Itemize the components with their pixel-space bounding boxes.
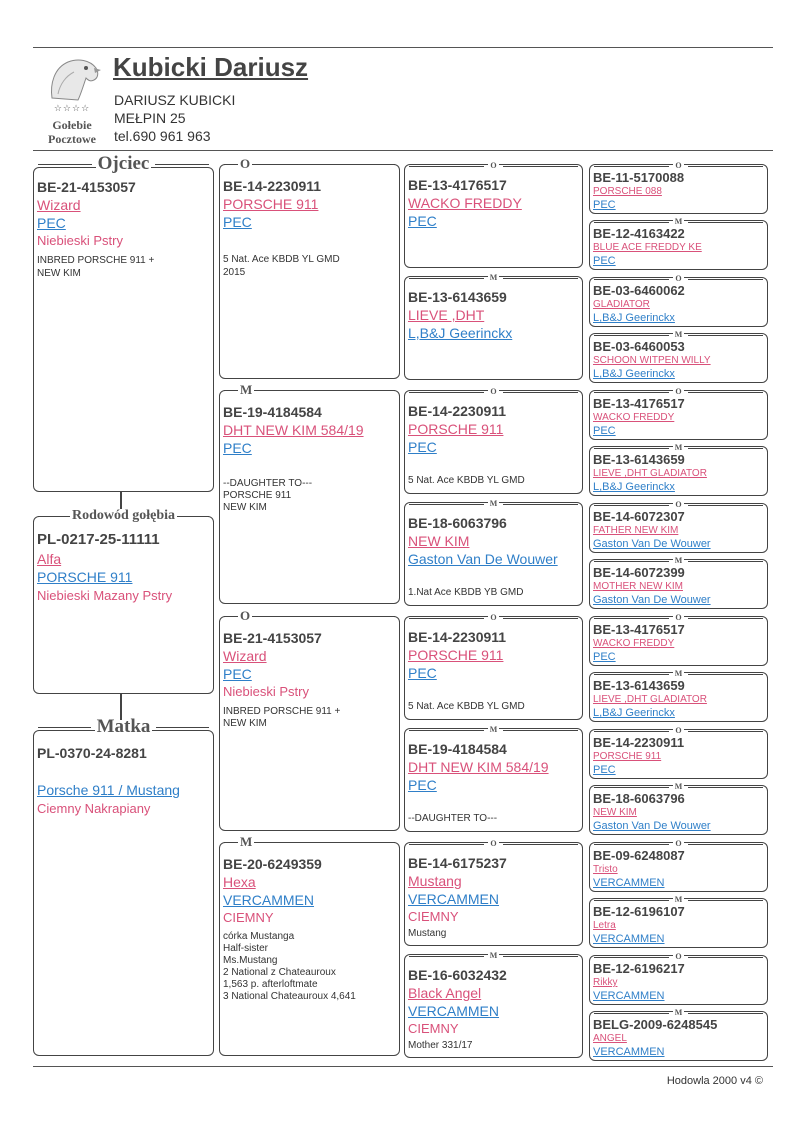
g4-card <box>589 895 768 948</box>
g3-card <box>404 839 583 946</box>
g4-ring: BE-14-2230911 <box>593 735 685 750</box>
bottom-rule <box>33 1066 773 1067</box>
g3-name: PORSCHE 911 <box>408 421 504 437</box>
g2-mm-note: córka Mustanga <box>223 931 295 942</box>
pigeon-card <box>33 508 214 694</box>
sire-dam-card <box>219 382 400 604</box>
owner-name: Kubicki Dariusz <box>113 52 309 82</box>
g3-name: PORSCHE 911 <box>408 647 504 663</box>
g3-header: M <box>405 271 582 285</box>
g2-mf-note: NEW KIM <box>223 718 267 729</box>
g4-header: O <box>590 611 767 625</box>
g4-owner: L,B&J Geerinckx <box>593 707 675 719</box>
g4-ring: BELG-2009-6248545 <box>593 1017 718 1032</box>
g2-mm-note: Ms.Mustang <box>223 955 278 966</box>
g4-name: BLUE ACE FREDDY KE <box>593 242 702 253</box>
father-owner: PEC <box>37 215 66 231</box>
g3-note: Mustang <box>408 928 447 939</box>
g3-name: LIEVE ,DHT <box>408 307 485 323</box>
g4-owner: VERCAMMEN <box>593 990 665 1002</box>
g4-header: M <box>590 441 767 455</box>
g4-name: ANGEL <box>593 1033 627 1044</box>
g2-ff-ring: BE-14-2230911 <box>223 178 322 194</box>
g2-fm-note: NEW KIM <box>223 502 267 513</box>
g4-card <box>589 387 768 440</box>
g4-name: Rikky <box>593 977 618 988</box>
g4-card <box>589 952 768 1005</box>
mother-owner: Porsche 911 / Mustang <box>37 782 180 798</box>
g3-color: CIEMNY <box>408 909 459 924</box>
g4-ring: BE-03-6460062 <box>593 283 685 298</box>
g2-mf-note: INBRED PORSCHE 911 + <box>223 706 341 717</box>
g4-owner: Gaston Van De Wouwer <box>593 538 711 550</box>
g3-name: Black Angel <box>408 985 482 1001</box>
g3-owner: PEC <box>408 777 437 793</box>
owner-line-2: MEŁPIN 25 <box>114 110 186 126</box>
g4-card <box>589 726 768 779</box>
g3-owner: PEC <box>408 665 437 681</box>
g3-ring: BE-19-4184584 <box>408 741 507 757</box>
g4-owner: PEC <box>593 425 616 437</box>
sire-dam-header: M <box>220 383 399 397</box>
g3-ring: BE-14-2230911 <box>408 629 507 645</box>
g4-name: SCHOON WITPEN WILLY <box>593 355 711 366</box>
g4-owner: Gaston Van De Wouwer <box>593 820 711 832</box>
g4-name: NEW KIM <box>593 807 637 818</box>
father-header: Ojciec <box>34 157 213 171</box>
dam-dam-card <box>219 834 400 1056</box>
owner-phone: tel.690 961 963 <box>114 128 211 144</box>
g3-note: Mother 331/17 <box>408 1040 473 1051</box>
g4-header: M <box>590 215 767 229</box>
g3-header: O <box>405 837 582 851</box>
g3-header: O <box>405 159 582 173</box>
g3-card <box>404 387 583 494</box>
g3-ring: BE-18-6063796 <box>408 515 507 531</box>
g4-name: PORSCHE 911 <box>593 751 662 762</box>
g3-card <box>404 499 583 606</box>
g4-owner: VERCAMMEN <box>593 1046 665 1058</box>
g4-header: M <box>590 328 767 342</box>
g3-owner: VERCAMMEN <box>408 1003 500 1019</box>
g4-header: M <box>590 780 767 794</box>
g3-ring: BE-13-4176517 <box>408 177 507 193</box>
g3-owner: VERCAMMEN <box>408 891 500 907</box>
header-rule <box>33 150 773 151</box>
g4-card <box>589 669 768 722</box>
g4-owner: PEC <box>593 764 616 776</box>
g4-name: MOTHER NEW KIM <box>593 581 683 592</box>
g2-mm-note: 1,563 p. afterloftmate <box>223 979 318 990</box>
g4-card <box>589 274 768 327</box>
g4-owner: L,B&J Geerinckx <box>593 368 675 380</box>
g3-note: 5 Nat. Ace KBDB YL GMD <box>408 475 525 486</box>
g2-mm-ring: BE-20-6249359 <box>223 856 322 872</box>
g4-name: Tristo <box>593 864 618 875</box>
g4-header: M <box>590 554 767 568</box>
g4-card <box>589 330 768 383</box>
g3-ring: BE-16-6032432 <box>408 967 507 983</box>
g4-card <box>589 613 768 666</box>
g4-ring: BE-14-6072307 <box>593 509 685 524</box>
g3-header: M <box>405 949 582 963</box>
g3-card <box>404 161 583 268</box>
g4-ring: BE-18-6063796 <box>593 791 685 806</box>
g4-name: WACKO FREDDY <box>593 638 675 649</box>
g4-card <box>589 443 768 496</box>
g4-header: M <box>590 893 767 907</box>
logo-stars: ☆☆☆☆ <box>53 104 91 114</box>
g3-header: M <box>405 723 582 737</box>
g3-owner: Gaston Van De Wouwer <box>408 551 558 567</box>
g2-mf-owner: PEC <box>223 666 252 682</box>
g4-name: GLADIATOR <box>593 299 650 310</box>
father-color: Niebieski Pstry <box>37 233 123 248</box>
mother-header: Matka <box>34 720 213 734</box>
g3-ring: BE-14-2230911 <box>408 403 507 419</box>
g4-header: O <box>590 498 767 512</box>
g4-header: O <box>590 950 767 964</box>
g2-mm-owner: VERCAMMEN <box>223 892 315 908</box>
g4-ring: BE-11-5170088 <box>593 170 685 185</box>
mother-color: Ciemny Nakrapiany <box>37 801 151 816</box>
g3-owner: L,B&J Geerinckx <box>408 325 513 341</box>
g3-name: Mustang <box>408 873 462 889</box>
g4-header: O <box>590 385 767 399</box>
g2-mf-color: Niebieski Pstry <box>223 684 309 699</box>
g4-ring: BE-14-6072399 <box>593 565 685 580</box>
g2-fm-ring: BE-19-4184584 <box>223 404 322 420</box>
g3-ring: BE-14-6175237 <box>408 855 507 871</box>
g4-header: O <box>590 837 767 851</box>
g4-owner: L,B&J Geerinckx <box>593 312 675 324</box>
g4-ring: BE-12-4163422 <box>593 226 685 241</box>
pigeon-head-icon <box>44 54 102 102</box>
g3-note: 5 Nat. Ace KBDB YL GMD <box>408 701 525 712</box>
g3-note: 1.Nat Ace KBDB YB GMD <box>408 587 524 598</box>
g4-owner: PEC <box>593 199 616 211</box>
g2-ff-note: 2015 <box>223 267 246 278</box>
g3-header: O <box>405 611 582 625</box>
g4-ring: BE-13-4176517 <box>593 622 685 637</box>
g2-ff-name: PORSCHE 911 <box>223 196 319 212</box>
g4-card <box>589 556 768 609</box>
sire-sire-card <box>219 156 400 379</box>
g4-name: WACKO FREDDY <box>593 412 675 423</box>
g4-ring: BE-13-6143659 <box>593 678 685 693</box>
g4-card <box>589 782 768 835</box>
father-note-1: INBRED PORSCHE 911 + <box>37 255 155 266</box>
g3-card <box>404 273 583 380</box>
g3-note: --DAUGHTER TO--- <box>408 813 498 824</box>
g3-card <box>404 613 583 720</box>
g4-header: O <box>590 272 767 286</box>
g3-color: CIEMNY <box>408 1021 459 1036</box>
g2-fm-name: DHT NEW KIM 584/19 <box>223 422 364 438</box>
g3-ring: BE-13-6143659 <box>408 289 507 305</box>
g2-ff-owner: PEC <box>223 214 252 230</box>
g4-owner: VERCAMMEN <box>593 877 665 889</box>
g4-header: M <box>590 667 767 681</box>
club-logo <box>36 54 108 146</box>
g4-owner: VERCAMMEN <box>593 933 665 945</box>
footer-text: Hodowla 2000 v4 © <box>666 1075 763 1087</box>
sire-sire-header: O <box>220 157 399 171</box>
g4-ring: BE-12-6196217 <box>593 961 685 976</box>
g4-name: LIEVE ,DHT GLADIATOR <box>593 468 707 479</box>
g3-card <box>404 725 583 832</box>
g4-owner: L,B&J Geerinckx <box>593 481 675 493</box>
g4-ring: BE-03-6460053 <box>593 339 685 354</box>
g2-fm-note: PORSCHE 911 <box>223 490 292 501</box>
g2-mm-name: Hexa <box>223 874 256 890</box>
logo-text-line2: Pocztowe <box>48 132 96 146</box>
pigeon-header: Rodowód gołębia <box>34 509 213 523</box>
g4-ring: BE-09-6248087 <box>593 848 685 863</box>
g2-fm-owner: PEC <box>223 440 252 456</box>
g3-header: M <box>405 497 582 511</box>
pigeon-ring: PL-0217-25-11111 <box>37 531 160 548</box>
g4-header: O <box>590 724 767 738</box>
g2-ff-note: 5 Nat. Ace KBDB YL GMD <box>223 254 340 265</box>
g4-owner: PEC <box>593 255 616 267</box>
g4-owner: PEC <box>593 651 616 663</box>
mother-ring: PL-0370-24-8281 <box>37 745 147 761</box>
logo-text-line1: Gołebie <box>52 118 92 132</box>
g4-name: FATHER NEW KIM <box>593 525 679 536</box>
g2-mm-color: CIEMNY <box>223 910 274 925</box>
g2-mm-note: 2 National z Chateauroux <box>223 967 336 978</box>
pigeon-owner: PORSCHE 911 <box>37 569 133 585</box>
g4-card <box>589 839 768 892</box>
father-note-2: NEW KIM <box>37 268 81 279</box>
g4-header: M <box>590 1006 767 1020</box>
g4-ring: BE-13-4176517 <box>593 396 685 411</box>
father-name: Wizard <box>37 197 81 213</box>
g2-fm-note: --DAUGHTER TO--- <box>223 478 313 489</box>
owner-line-1: DARIUSZ KUBICKI <box>114 92 236 108</box>
pigeon-color: Niebieski Mazany Pstry <box>37 588 173 603</box>
g4-name: Letra <box>593 920 616 931</box>
g2-mf-name: Wizard <box>223 648 267 664</box>
g3-owner: PEC <box>408 439 437 455</box>
g3-name: NEW KIM <box>408 533 470 549</box>
g3-owner: PEC <box>408 213 437 229</box>
g4-card <box>589 500 768 553</box>
g3-name: DHT NEW KIM 584/19 <box>408 759 549 775</box>
g4-name: LIEVE ,DHT GLADIATOR <box>593 694 707 705</box>
g4-card <box>589 217 768 270</box>
g3-name: WACKO FREDDY <box>408 195 522 211</box>
mother-card <box>33 716 214 1056</box>
father-card <box>33 153 214 492</box>
father-ring: BE-21-4153057 <box>37 179 136 195</box>
top-rule <box>33 47 773 48</box>
g4-card <box>589 161 768 214</box>
g4-ring: BE-12-6196107 <box>593 904 685 919</box>
dam-sire-card <box>219 608 400 831</box>
g3-card <box>404 951 583 1058</box>
pigeon-name: Alfa <box>37 551 62 567</box>
g4-name: PORSCHE 088 <box>593 186 662 197</box>
g3-header: O <box>405 385 582 399</box>
g4-ring: BE-13-6143659 <box>593 452 685 467</box>
g2-mm-note: 3 National Chateauroux 4,641 <box>223 991 356 1002</box>
g4-owner: Gaston Van De Wouwer <box>593 594 711 606</box>
g4-card <box>589 1008 768 1061</box>
g2-mf-ring: BE-21-4153057 <box>223 630 322 646</box>
dam-dam-header: M <box>220 835 399 849</box>
dam-sire-header: O <box>220 609 399 623</box>
g4-header: O <box>590 159 767 173</box>
g2-mm-note: Half-sister <box>223 943 269 954</box>
